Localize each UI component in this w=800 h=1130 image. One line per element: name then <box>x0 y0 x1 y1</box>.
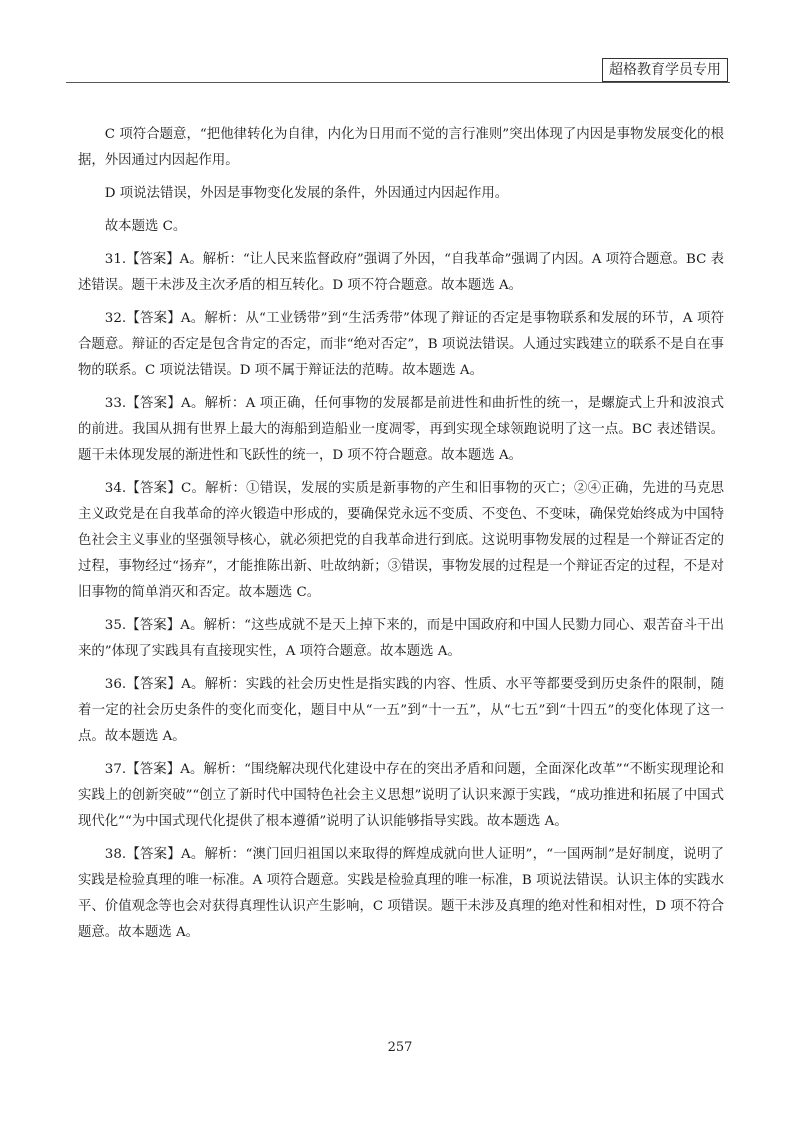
exclusive-use-stamp: 超格教育学员专用 <box>602 58 728 82</box>
answer-32: 32.【答案】A。解析：从“工业锈带”到“生活秀带”体现了辩证的否定是事物联系和发展的环节，A 项符合题意。辩证的否定是包含肯定的否定，而非“绝对否定”，B 项说法错误。人通过实践建立的联系不是自在事物的联系。C 项说法错误。D 项不属于辩证法的范畴。故本题选 A。 <box>78 311 724 378</box>
paragraph-conclusion-30: 故本题选 C。 <box>104 219 187 234</box>
answer-38: 38.【答案】A。解析：“澳门回归祖国以来取得的辉煌成就向世人证明”，“一国两制”是好制度，说明了实践是检验真理的唯一标准。A 项符合题意。实践是检验真理的唯一标准，B 项说法错误。认识主体的实践水平、价值观念等也会对获得真理性认识产生影响，C 项错误。题干未涉及真理的绝对性和相对性，D 项不符合题意。故本题选 A。 <box>78 847 724 940</box>
answer-35: 35.【答案】A。解析：“这些成就不是天上掉下来的，而是中国政府和中国人民勠力同心、艰苦奋斗干出来的”体现了实践具有直接现实性，A 项符合题意。故本题选 A。 <box>78 618 724 659</box>
answer-37: 37.【答案】A。解析：“围绕解决现代化建设中存在的突出矛盾和问题，全面深化改革”“不断实现理论和实践上的创新突破”“创立了新时代中国特色社会主义思想”说明了认识来源于实践，“成功推进和拓展了中国式现代化”“为中国式现代化提供了根本遵循”说明了认识能够指导实践。故本题选 A。 <box>78 762 724 829</box>
paragraph-d-option: D 项说法错误，外因是事物变化发展的条件，外因通过内因起作用。 <box>104 186 509 201</box>
answer-content <box>78 122 724 953</box>
answer-31: 31.【答案】A。解析：“让人民来监督政府”强调了外因，“自我革命”强调了内因。A 项符合题意。BC 表述错误。题干未涉及主次矛盾的相互转化。D 项不符合题意。故本题选 A。 <box>78 252 724 293</box>
answer-34: 34.【答案】C。解析：①错误，发展的实质是新事物的产生和旧事物的灭亡；②④正确，先进的马克思主义政党是在自我革命的淬火锻造中形成的，要确保党永远不变质、不变色、不变味，确保党始终成为中国特色社会主义事业的坚强领导核心，就必须把党的自我革命进行到底。这说明事物发展的过程是一个辩证否定的过程，事物经过“扬弃”，才能推陈出新、吐故纳新；③错误，事物发展的过程是一个辩证否定的过程，不是对旧事物的简单消灭和否定。故本题选 C。 <box>78 481 724 600</box>
answer-33: 33.【答案】A。解析：A 项正确，任何事物的发展都是前进性和曲折性的统一，是螺旋式上升和波浪式的前进。我国从拥有世界上最大的海船到造船业一度凋零，再到实现全球领跑说明了这一点。BC 表述错误。题干未体现发展的渐进性和飞跃性的统一，D 项不符合题意。故本题选 A。 <box>78 396 724 463</box>
answer-36: 36.【答案】A。解析：实践的社会历史性是指实践的内容、性质、水平等都要受到历史条件的限制，随着一定的社会历史条件的变化而变化，题目中从“一五”到“十一五”，从“七五”到“十四五”的变化体现了这一点。故本题选 A。 <box>78 677 724 744</box>
page-number: 257 <box>387 1040 413 1055</box>
paragraph-c-option: C 项符合题意，“把他律转化为自律，内化为日用而不觉的言行准则”突出体现了内因是事物发展变化的根据，外因通过内因起作用。 <box>78 127 724 168</box>
header-rule <box>66 82 730 83</box>
